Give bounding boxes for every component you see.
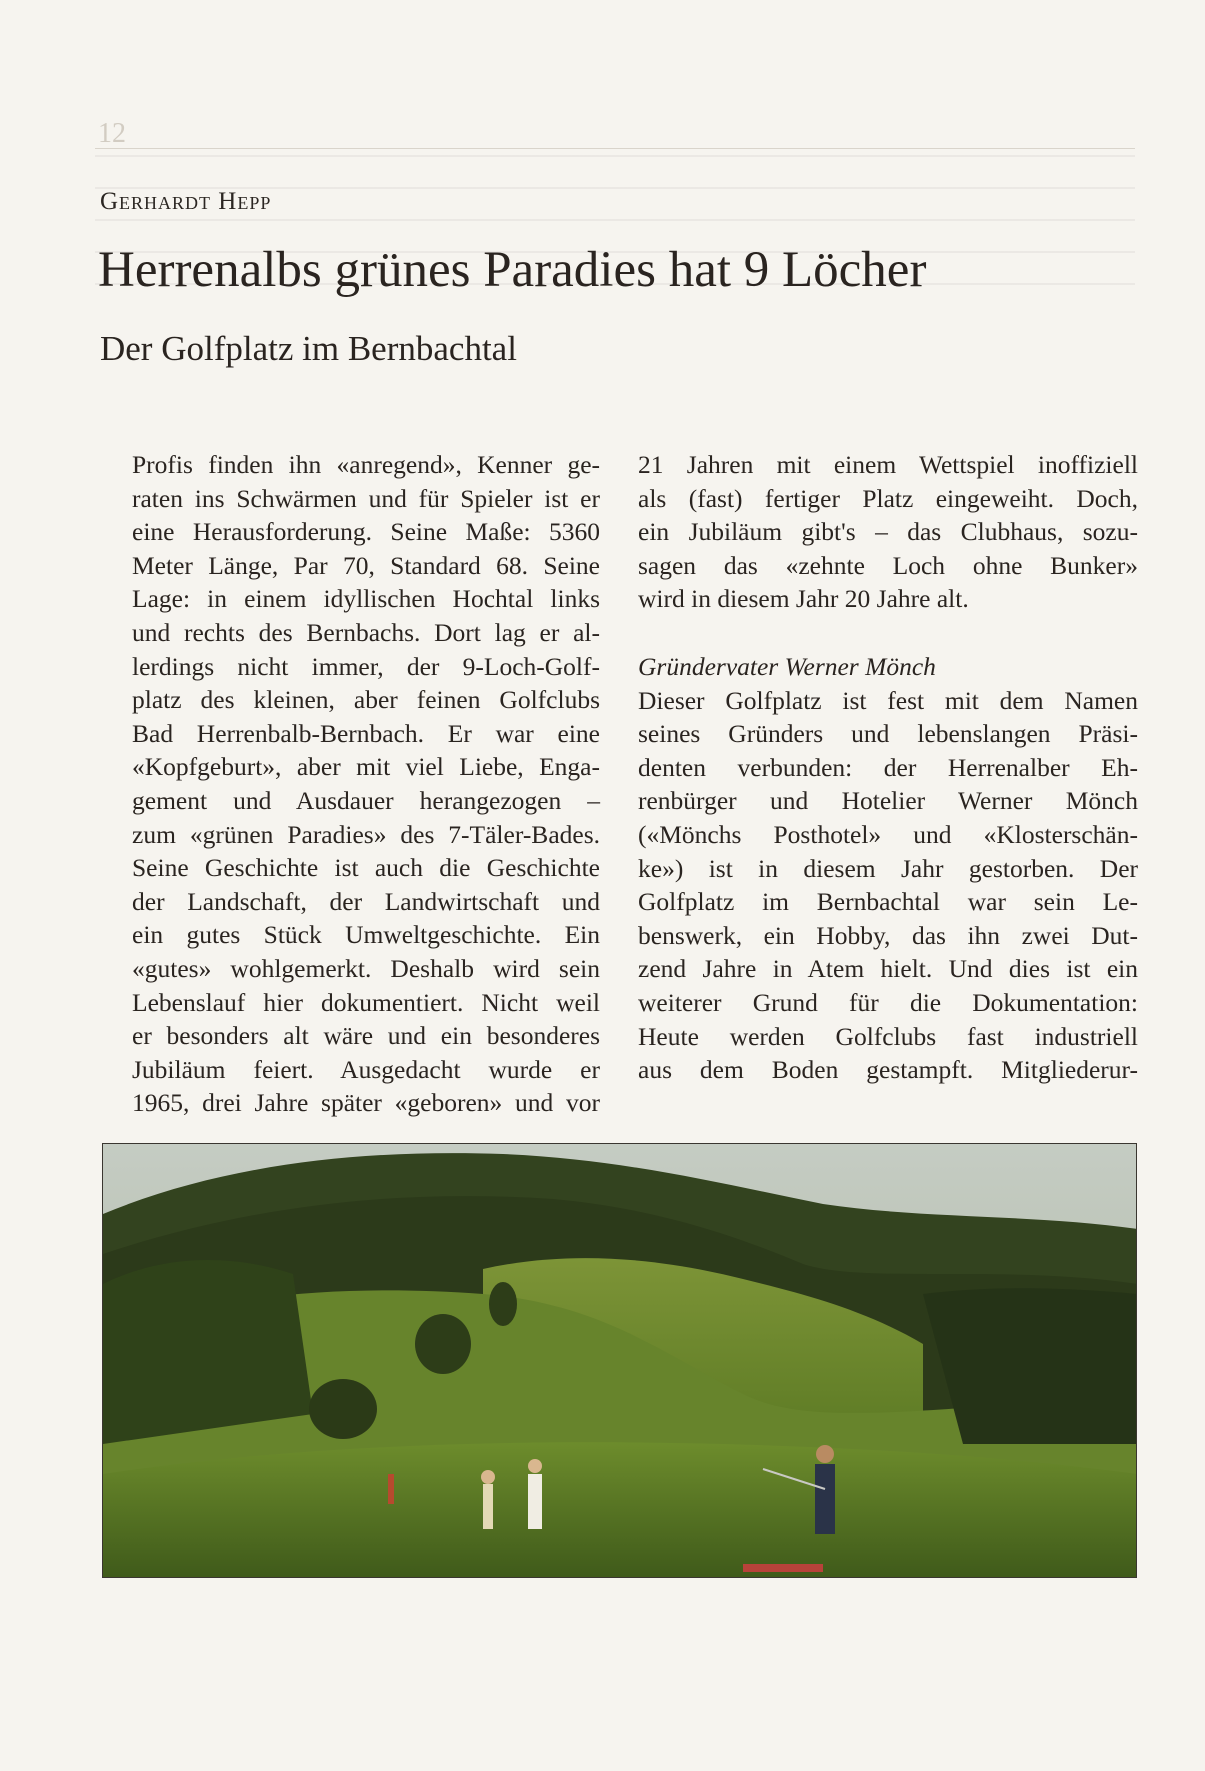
text-line: Dieser Golfplatz ist fest mit dem Namen [638,685,1138,715]
text-line: sagen das «zehnte Loch ohne Bunker» [638,550,1138,580]
foreground-object [743,1564,823,1572]
text-line: eine Herausforderung. Seine Maße: 5360 [132,517,600,547]
text-line: Lage: in einem idyllischen Hochtal links [132,584,600,614]
page-number: 12 [98,118,126,149]
article-title: Herrenalbs grünes Paradies hat 9 Löcher [98,242,927,298]
text-line: ke») ist in diesem Jahr gestorben. Der [638,853,1138,883]
text-line: 1965, drei Jahre später «geboren» und vor [132,1088,600,1118]
golfer-figure [483,1484,493,1529]
golf-course-photo [102,1143,1137,1578]
text-line: ein gutes Stück Umweltgeschichte. Ein [132,920,600,950]
tree [309,1379,377,1439]
golfer-figure [528,1474,542,1529]
tree [415,1314,471,1374]
header-rule [95,148,1135,149]
text-line: wird in diesem Jahr 20 Jahre alt. [638,584,969,614]
text-line: zend Jahre in Atem hielt. Und dies ist ein [638,954,1138,984]
text-line: weiterer Grund für die Dokumentation: [638,987,1138,1017]
tee-area [103,1442,1137,1578]
text-line: aus dem Boden gestampft. Mitgliederur- [638,1055,1138,1085]
text-line: benswerk, ein Hobby, das ihn zwei Dut- [638,920,1138,950]
golfer-figure [815,1464,835,1534]
text-line: Lebenslauf hier dokumentiert. Nicht weil [132,987,600,1017]
left-trees [103,1260,313,1444]
text-line: und rechts des Bernbachs. Dort lag er al- [132,617,600,647]
text-line: Profis finden ihn «anregend», Kenner ge- [132,450,600,479]
text-line: 21 Jahren mit einem Wettspiel inoffiziell [638,450,1138,479]
text-line: Seine Geschichte ist auch die Geschichte [132,853,600,883]
text-line: raten ins Schwärmen und für Spieler ist er [132,483,600,513]
golfer-head [816,1445,834,1463]
text-line: platz des kleinen, aber feinen Golfclubs [132,685,600,715]
right-column [638,448,1138,1087]
text-line: als (fast) fertiger Platz eingeweiht. Doch, [638,483,1138,513]
text-line: lerdings nicht immer, der 9-Loch-Golf- [132,651,600,681]
text-line: Heute werden Golfclubs fast industriell [638,1021,1138,1051]
left-column [132,448,600,1120]
text-line: Golfplatz im Bernbachtal war sein Le- [638,887,1138,917]
text-line: ein Jubiläum gibt's – das Clubhaus, sozu- [638,517,1138,547]
text-line: seines Gründers und lebenslangen Präsi- [638,719,1138,749]
text-line: er besonders alt wäre und ein besonderes [132,1021,600,1051]
text-line: «Kopfgeburt», aber mit viel Liebe, Enga- [132,752,600,782]
text-line: denten verbunden: der Herrenalber Eh- [638,752,1138,782]
golfer-head [481,1470,495,1484]
text-line: der Landschaft, der Landwirtschaft und [132,886,600,916]
text-line: gement und Ausdauer herangezogen – [132,785,600,815]
text-line: «gutes» wohlgemerkt. Deshalb wird sein [132,953,600,983]
article-subtitle: Der Golfplatz im Bernbachtal [100,329,517,368]
text-line: zum «grünen Paradies» des 7-Täler-Bades. [132,819,600,849]
text-line: («Mönchs Posthotel» und «Klosterschän- [638,819,1138,849]
text-line: renbürger und Hotelier Werner Mönch [638,786,1138,816]
golf-course-illustration [103,1144,1137,1578]
text-line: Jubiläum feiert. Ausgedacht wurde er [132,1054,600,1084]
text-line: Meter Länge, Par 70, Standard 68. Seine [132,550,600,580]
tee-marker [388,1474,394,1504]
author-name: Gerhardt Hepp [100,188,272,215]
golfer-head [528,1459,542,1473]
section-heading: Gründervater Werner Mönch [638,651,936,681]
text-line: Bad Herrenbalb-Bernbach. Er war eine [132,718,600,748]
tree [489,1282,517,1326]
